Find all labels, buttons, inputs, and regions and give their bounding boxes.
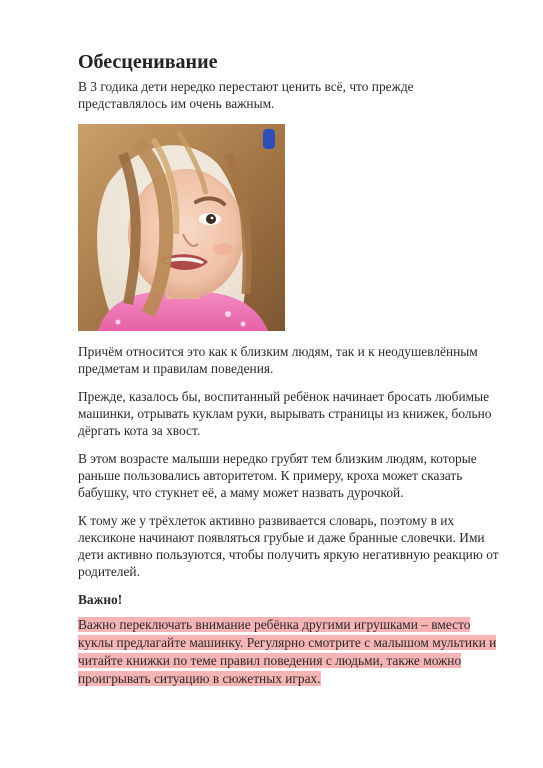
paragraph-3: В этом возрасте малыши нередко грубят тем близким людям, которые раньше пользовались авторитетом. К примеру, кроха может сказать бабушку, что стукнет её, а маму может назвать дурочкой. (78, 451, 477, 500)
intro-paragraph: В 3 годика дети нередко перестают ценить всё, что прежде представлялось им очень важным. (78, 79, 414, 111)
document-page (78, 50, 506, 688)
paragraph-1: Причём относится это как к близким людям, так и к неодушевлённым предметам и правилам поведения. (78, 344, 478, 376)
highlighted-tip-text: Важно переключать внимание ребёнка другими игрушками – вместо куклы предлагайте машинку. Регулярно смотрите с малышом мультики и читайте книжки по теме правил поведения с людьми, также можно проигрывать ситуацию в сюжетных играх. (78, 617, 497, 686)
paragraph-2: Прежде, казалось бы, воспитанный ребёнок начинает бросать любимые машинки, отрывать куклам руки, вырывать страницы из книжек, больно дёргать кота за хвост. (78, 389, 492, 438)
highlighted-tip (78, 616, 506, 688)
important-label: Важно! (78, 592, 123, 607)
paragraph-4: К тому же у трёхлеток активно развивается словарь, поэтому в их лексиконе начинают появляться грубые и даже бранные словечки. Ими дети активно пользуются, чтобы получить яркую негативную реакцию от родителей. (78, 513, 499, 579)
section-title: Обесценивание (78, 51, 218, 73)
angry-child-photo (78, 124, 285, 331)
